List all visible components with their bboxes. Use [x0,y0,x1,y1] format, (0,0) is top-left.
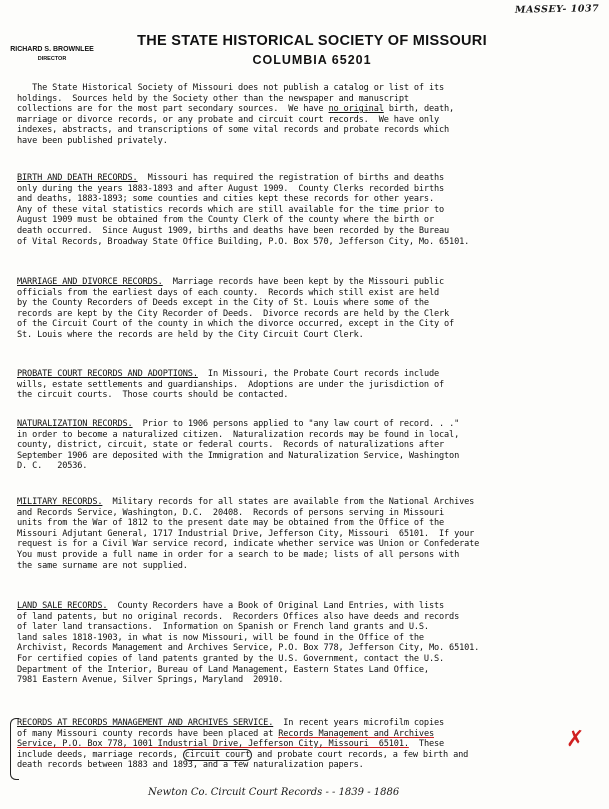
birth-death-section [17,173,602,247]
records-management-section [17,718,602,771]
intro-text-end: birth, death, marriage or divorce records, or any probate and circuit court records. We have only indexes, abstracts, and transcriptions of some vital records and probate records which have been published privately. [17,104,455,146]
probate-section [17,369,602,401]
handwritten-bracket-mark [10,718,19,780]
section-heading: LAND SALE RECORDS. [17,601,108,611]
handwritten-footer-note: Newton Co. Circuit Court Records - - 1839 - 1886 [148,787,400,798]
section-text: These include deeds, marriage records, [17,739,445,760]
red-underlined-text: Records Management and Archives [278,728,434,739]
letterhead-title: THE STATE HISTORICAL SOCIETY OF MISSOURI [137,33,487,49]
director-title: DIRECTOR [37,55,67,62]
section-text: Missouri has required the registration of births and deaths only during the years 1883-1893 and after August 1909. County Clerks recorded births and deaths, 1883-1893; some counties and cities kept these records for other years. Any of these vital statistics records which are still available for the time prior to August 1909 must be obtained from the County Clerk of the county where the birth or death occurred. Since August 1909, births and deaths have been recorded by the Bureau of Vital Records, Broadway State Office Building, P.O. Box 570, Jefferson City, Mo. 65101. [17,173,470,247]
section-heading: MARRIAGE AND DIVORCE RECORDS. [17,277,163,287]
intro-paragraph [17,83,602,147]
section-heading: BIRTH AND DEATH RECORDS. [17,173,138,183]
military-section [17,497,602,571]
marriage-divorce-section [17,277,602,341]
section-text: Military records for all states are available from the National Archives and Records Service, Washington, D.C. 20408. Records of persons serving in Missouri units from the War of 1812 to the present date may be obtained from the Office of the Missouri Adjutant General, 1717 Industrial Drive, Jefferson City, Missouri 65101. If your request is for a Civil War service record, indicate whether service was Union or Confederate You must provide a full name in order for a search to be made; lists of all persons with the same surname are not supplied. [17,497,480,571]
intro-text-start: The State Historical Society of Missouri does not publish a catalog or list of its holdings. Sources held by the Society other than the newspaper and manuscript collections are for the most part secondary sources. We have [17,83,445,115]
section-text: and probate court records, a few birth and death records between 1883 and 1893, and a few naturalization papers. [17,749,469,771]
section-text: Prior to 1906 persons applied to "any law court of record. . ." in order to become a naturalized citizen. Naturalization records may be found in local, county, district, circuit, state or federal courts. Records of naturalizations after September 1906 are deposited with the Immigration and Naturalization Service, Washington D. C. 20536. [17,419,460,472]
red-x-mark-icon: ✗ [566,727,585,752]
director-name: RICHARD S. BROWNLEE [10,46,94,53]
handwritten-reference-note: MASSEY- 1037 [514,3,600,16]
section-text: County Recorders have a Book of Original Land Entries, with lists of land patents, but no original records. Recorders Offices also have deeds and records of later land transactions. Information on Spanish or French land grants and U.S. land sales 1818-1903, in what is now Missouri, will be found in the Office of the Archivist, Records Management and Archives Service, P.O. Box 778, Jefferson City, Mo. 65101. For certified copies of land patents granted by the U.S. Government, contact the U.S. Department of the Interior, Bureau of Land Management, Eastern States Land Office, 7981 Eastern Avenue, Silver Springs, Maryland 20910. [17,601,480,686]
land-sale-section [17,601,602,686]
section-heading: PROBATE COURT RECORDS AND ADOPTIONS. [17,369,198,379]
director-block [8,46,96,63]
section-text: In recent years microfilm copies of many Missouri county records have been placed at [17,718,445,739]
section-text: Marriage records have been kept by the Missouri public officials from the earliest days of each county. Records which still exist are held by the County Recorders of Deeds except in the City of St. Louis where some of the records are kept by the City Recorder of Deeds. Divorce records are held by the Clerk of the Circuit Court of the county in which the divorce occurred, except in the City of St. Louis where the records are held by the City Circuit Court Clerk. [17,277,455,340]
circled-text: circuit court [184,749,251,760]
section-text: In Missouri, the Probate Court records include wills, estate settlements and guardianships. Adoptions are under the jurisdiction of the circuit courts. Those courts should be contacted. [17,369,445,401]
intro-emphasis: no original [328,104,384,115]
naturalization-section [17,419,602,472]
section-heading: NATURALIZATION RECORDS. [17,419,133,429]
section-heading: RECORDS AT RECORDS MANAGEMENT AND ARCHIVES SERVICE. [17,718,274,728]
letterhead-city: COLUMBIA 65201 [252,53,372,67]
red-underlined-address: Service, P.O. Box 778, 1001 Industrial Drive, Jefferson City, Missouri 65101. [17,739,409,750]
section-heading: MILITARY RECORDS. [17,497,103,507]
